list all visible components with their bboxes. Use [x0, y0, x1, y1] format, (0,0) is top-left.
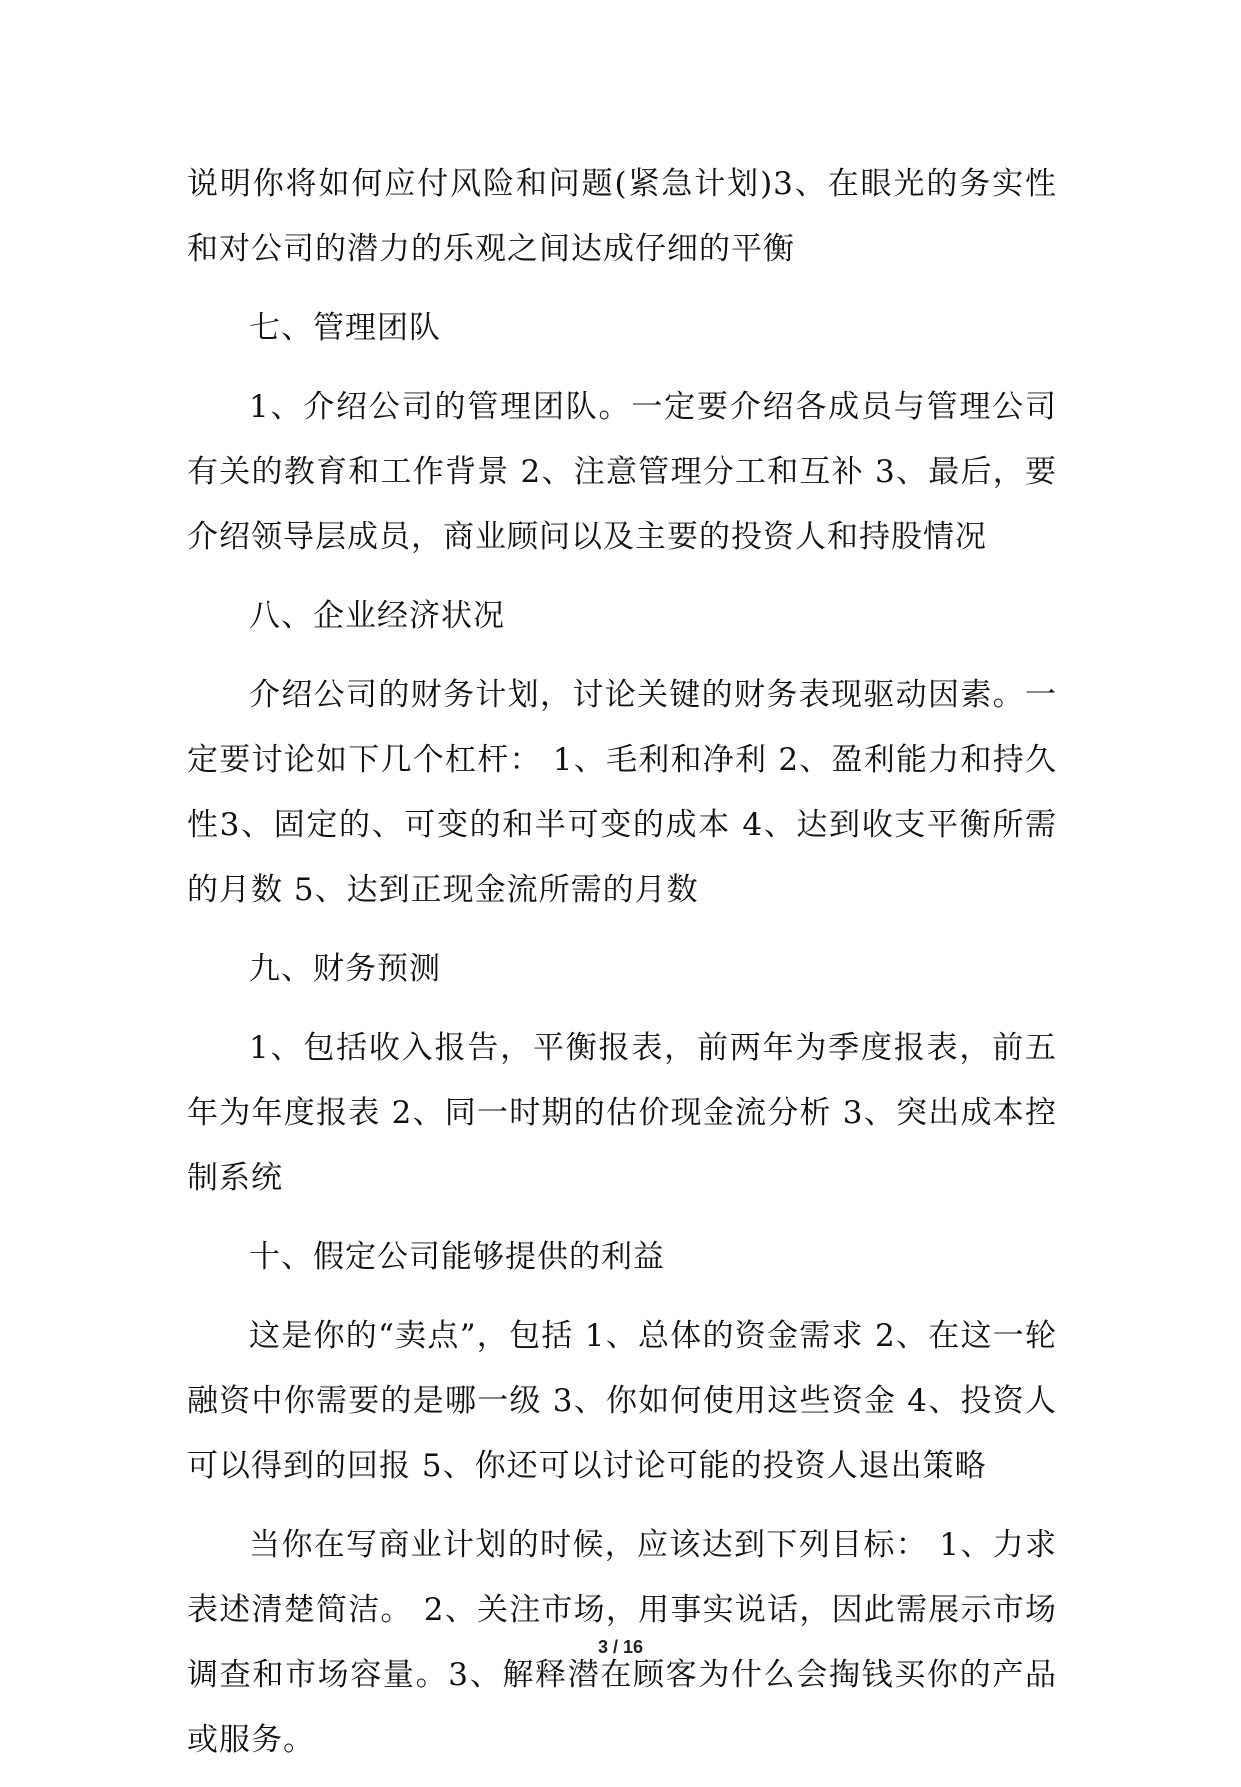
paragraph-risk: 说明你将如何应付风险和问题(紧急计划)3、在眼光的务实性和对公司的潜力的乐观之间达成仔细的平衡	[187, 166, 1057, 267]
paragraph-benefits: 这是你的“卖点”，包括 1、总体的资金需求 2、在这一轮融资中你需要的是哪一级 3、你如何使用这些资金 4、投资人可以得到的回报 5、你还可以讨论可能的投资人退出策略	[187, 1318, 1057, 1484]
document-body	[187, 152, 1057, 1787]
paragraph-management-team: 1、介绍公司的管理团队。一定要介绍各成员与管理公司有关的教育和工作背景 2、注意管理分工和互补 3、最后，要介绍领导层成员，商业顾问以及主要的投资人和持股情况	[187, 389, 1057, 555]
section-heading-management-team: 七、管理团队	[249, 310, 441, 346]
section-heading-financial-forecast: 九、财务预测	[249, 951, 441, 987]
section-heading-economic-status: 八、企业经济状况	[249, 598, 505, 634]
paragraph-financial-forecast: 1、包括收入报告，平衡报表，前两年为季度报表，前五年为年度报表 2、同一时期的估价现金流分析 3、突出成本控制系统	[187, 1030, 1057, 1196]
paragraph-goals: 当你在写商业计划的时候，应该达到下列目标： 1、力求表述清楚简洁。 2、关注市场，用事实说话，因此需展示市场调查和市场容量。3、解释潜在顾客为什么会掏钱买你的产品或服务。	[187, 1527, 1057, 1758]
section-heading-benefits: 十、假定公司能够提供的利益	[249, 1239, 665, 1275]
paragraph-economic-status: 介绍公司的财务计划，讨论关键的财务表现驱动因素。一定要讨论如下几个杠杆： 1、毛利和净利 2、盈利能力和持久性3、固定的、可变的和半可变的成本 4、达到收支平衡所需的月数 5、达到正现金流所需的月数	[187, 677, 1057, 908]
page-number: 3 / 16	[597, 1637, 644, 1657]
